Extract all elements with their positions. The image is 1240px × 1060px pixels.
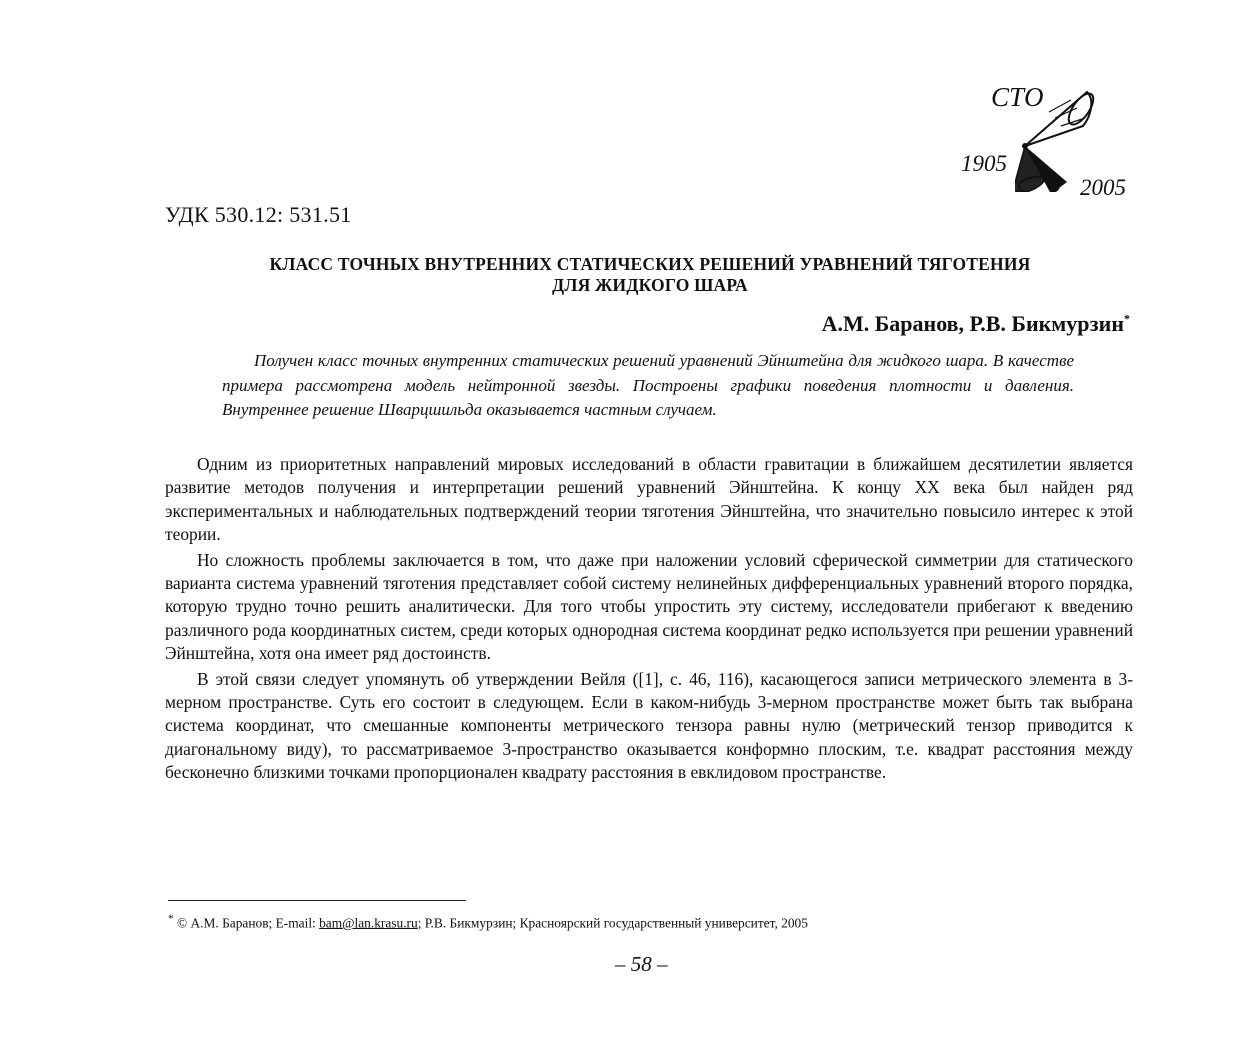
paragraph: Но сложность проблемы заключается в том, что даже при наложении условий сферической симметрии для статического варианта система уравнений тяготения представляет собой систему нелинейных дифференциальных уравнений второго порядка, которую трудно точно решить аналитически. Для того чтобы упростить эту систему, исследователи прибегают к введению различного рода координатных систем, среди которых однородная система координат редко используется при решении уравнений Эйнштейна, хотя она имеет ряд достоинств. — [165, 549, 1133, 664]
paragraph: В этой связи следует упомянуть об утверждении Вейля ([1], с. 46, 116), касающегося записи метрического элемента в 3-мерном пространстве. Суть его состоит в следующем. Если в каком-нибудь 3-мерном пространстве может быть так выбрана система координат, что смешанные компоненты метрического тензора равны нулю (метрический тензор приводится к диагональному виду), то рассматриваемое 3-пространство оказывается конформно плоским, т.е. квадрат расстояния между бесконечно близкими точками пропорционален квадрату расстояния в евклидовом пространстве. — [165, 668, 1133, 783]
paper-title — [165, 254, 1135, 296]
udk-code: УДК 530.12: 531.51 — [165, 202, 352, 227]
author-footnote-mark: * — [1124, 311, 1130, 326]
authors — [760, 311, 1130, 337]
footnote-prefix: © А.М. Баранов; E-mail: — [176, 915, 320, 931]
footnote-email-link[interactable]: bam@lan.krasu.ru — [319, 915, 418, 931]
footnote-suffix: ; Р.В. Бикмурзин; Красноярский государственный университет, 2005 — [417, 915, 808, 931]
title-line: КЛАСС ТОЧНЫХ ВНУТРЕННИХ СТАТИЧЕСКИХ РЕШЕНИЙ УРАВНЕНИЙ ТЯГОТЕНИЯ — [269, 254, 1031, 274]
abstract: Получен класс точных внутренних статических решений уравнений Эйнштейна для жидкого шара. В качестве примера рассмотрена модель нейтронной звезды. Построены графики поведения плотности и давления. Внутреннее решение Шварцшильда оказывается частным случаем. — [222, 351, 1074, 419]
page-number: – 58 – — [615, 952, 668, 976]
sto-logo — [955, 78, 1140, 203]
footnote-mark: * — [168, 913, 174, 925]
footnote-divider — [168, 900, 466, 901]
body-text — [165, 453, 1133, 787]
paragraph: Одним из приоритетных направлений мировых исследований в области гравитации в ближайшем десятилетии является развитие методов получения и интерпретации решений уравнений Эйнштейна. К концу XX века был найден ряд экспериментальных и наблюдательных подтверждений теории тяготения Эйнштейна, что значительно повысило интерес к этой теории. — [165, 454, 1133, 545]
logo-year-start: 1905 — [961, 151, 1007, 176]
footnote — [168, 913, 808, 931]
logo-cto-text: СТО — [991, 82, 1044, 112]
logo-year-end: 2005 — [1080, 175, 1126, 200]
title-line: ДЛЯ ЖИДКОГО ШАРА — [552, 275, 748, 295]
author-names: А.М. Баранов, Р.В. Бикмурзин — [821, 311, 1124, 336]
